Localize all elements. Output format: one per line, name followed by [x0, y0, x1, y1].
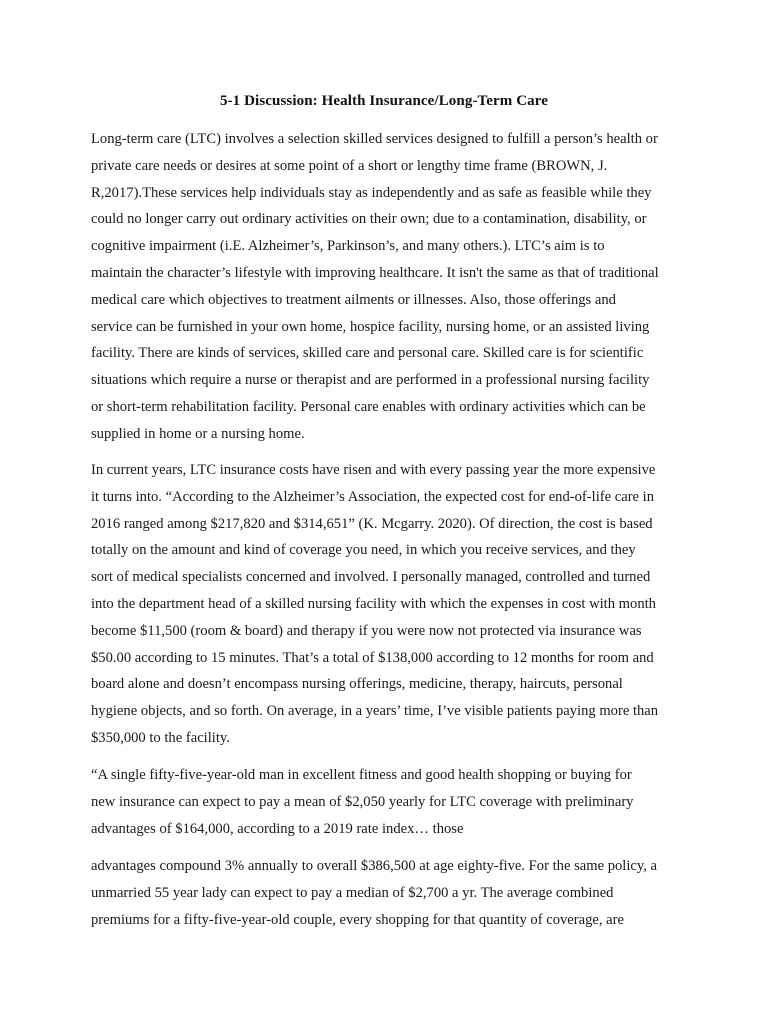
paragraph-line: advantages compound 3% annually to overall $386,500 at age eighty-five. For the same policy, a: [91, 858, 658, 874]
paragraph-line: facility. There are kinds of services, skilled care and personal care. Skilled care is for scientific: [91, 345, 644, 362]
paragraph-line: situations which require a nurse or therapist and are performed in a professional nursing facility: [91, 372, 650, 389]
paragraph-line: private care needs or desires at some point of a short or lengthy time frame (BROWN, J.: [91, 157, 608, 174]
paragraph-line: could no longer carry out ordinary activities on their own; due to a contamination, disability, or: [91, 211, 647, 228]
paragraph-line: new insurance can expect to pay a mean of $2,050 yearly for LTC coverage with preliminary: [91, 793, 634, 810]
paragraph-line: medical care which objectives to treatment ailments or illnesses. Also, those offerings and: [91, 291, 616, 308]
paragraph-line: totally on the amount and kind of coverage you need, in which you receive services, and they: [91, 542, 636, 559]
paragraph-line: $350,000 to the facility.: [91, 729, 230, 746]
paragraph-line: unmarried 55 year lady can expect to pay a median of $2,700 a yr. The average combined: [91, 884, 614, 901]
paragraph-line: maintain the character’s lifestyle with improving healthcare. It isn't the same as that of traditional: [91, 264, 659, 281]
paragraph-line: cognitive impairment (i.E. Alzheimer’s, Parkinson’s, and many others.). LTC’s aim is to: [91, 238, 605, 255]
paragraph-line: In current years, LTC insurance costs have risen and with every passing year the more expensive: [91, 462, 656, 478]
paragraph-line: hygiene objects, and so forth. On average, in a years’ time, I’ve visible patients paying more than: [91, 703, 659, 720]
paragraph-line: Long-term care (LTC) involves a selection skilled services designed to fulfill a person’s health or: [91, 131, 658, 147]
paragraph-4: [91, 853, 691, 933]
paragraph-3: [91, 762, 691, 842]
paragraph-line: service can be furnished in your own home, hospice facility, nursing home, or an assisted living: [91, 318, 650, 335]
paragraph-line: R,2017).These services help individuals stay as independently and as safe as feasible while they: [91, 184, 652, 201]
paragraph-line: premiums for a fifty-five-year-old couple, every shopping for that quantity of coverage, are: [91, 911, 624, 928]
paragraph-line: it turns into. “According to the Alzheimer’s Association, the expected cost for end-of-life care in: [91, 488, 655, 505]
paragraph-line: 2016 ranged among $217,820 and $314,651” (K. Mcgarry. 2020). Of direction, the cost is based: [91, 515, 653, 532]
paragraph-2: [91, 457, 691, 752]
paragraph-line: sort of medical specialists concerned and involved. I personally managed, controlled and turned: [91, 569, 651, 586]
paragraph-line: “A single fifty-five-year-old man in excellent fitness and good health shopping or buying for: [91, 767, 632, 783]
paragraph-line: become $11,500 (room & board) and therapy if you were now not protected via insurance was: [91, 622, 642, 639]
paragraph-line: supplied in home or a nursing home.: [91, 425, 305, 442]
paragraph-line: or short-term rehabilitation facility. Personal care enables with ordinary activities which can be: [91, 398, 646, 415]
paragraph-line: $50.00 according to 15 minutes. That’s a total of $138,000 according to 12 months for room and: [91, 649, 654, 666]
document-title: 5-1 Discussion: Health Insurance/Long-Term Care: [219, 93, 549, 109]
paragraph-1: [91, 126, 691, 448]
paragraph-line: board alone and doesn’t encompass nursing offerings, medicine, therapy, haircuts, personal: [91, 676, 623, 693]
paragraph-line: advantages of $164,000, according to a 2019 rate index… those: [91, 820, 464, 837]
paragraph-line: into the department head of a skilled nursing facility with which the expenses in cost with month: [91, 595, 656, 612]
